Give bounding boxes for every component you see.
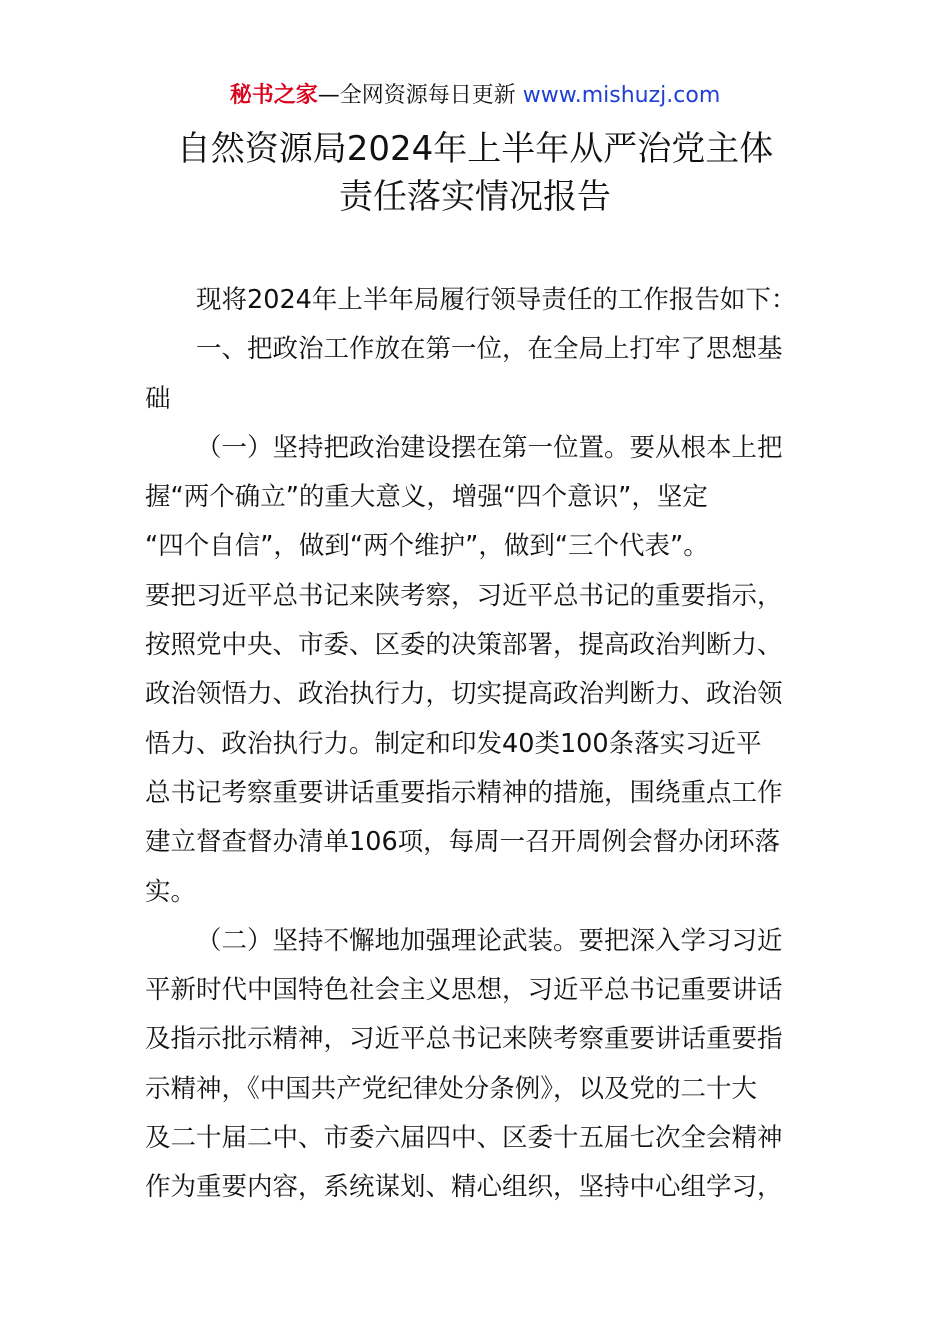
site-tagline: —全网资源每日更新 (317, 83, 523, 108)
document-body (145, 276, 805, 1213)
body-line: 一、把政治工作放在第一位，在全局上打牢了思想基 (196, 334, 783, 365)
body-line: 按照党中央、市委、区委的决策部署，提高政治判断力、 (145, 630, 783, 661)
site-brand: 秘书之家 (229, 83, 318, 108)
body-line: 要把习近平总书记来陕考察，习近平总书记的重要指示， (145, 580, 783, 611)
body-line: 悟力、政治执行力。制定和印发40类100条落实习近平 (145, 728, 762, 759)
body-line: （二）坚持不懈地加强理论武装。要把深入学习习近 (196, 925, 783, 956)
body-line: 及二十届二中、市委六届四中、区委十五届七次全会精神 (145, 1123, 783, 1154)
document-title-line-2: 责任落实情况报告 (339, 177, 611, 217)
body-line: 总书记考察重要讲话重要指示精神的措施，围绕重点工作 (145, 777, 783, 808)
body-line: 现将2024年上半年局履行领导责任的工作报告如下： (196, 285, 797, 315)
body-line: 握“两个确立”的重大意义，增强“四个意识”，坚定 (145, 482, 708, 513)
body-line: 作为重要内容，系统谋划、精心组织，坚持中心组学习， (145, 1172, 783, 1203)
body-line: 及指示批示精神，习近平总书记来陕考察重要讲话重要指 (145, 1024, 783, 1055)
body-line: 实。 (145, 876, 197, 907)
body-line: 建立督查督办清单106项，每周一召开周例会督办闭环落 (145, 827, 781, 858)
site-url-link[interactable]: www.mishuzj.com (522, 83, 721, 108)
document-title-line-1: 自然资源局2024年上半年从严治党主体 (176, 129, 774, 169)
body-line: 示精神，《中国共产党纪律处分条例》，以及党的二十大 (145, 1073, 758, 1104)
body-line: “四个自信”，做到“两个维护”，做到“三个代表”。 (145, 531, 709, 562)
body-line: 础 (145, 383, 171, 414)
body-line: （一）坚持把政治建设摆在第一位置。要从根本上把 (196, 432, 783, 463)
body-line: 平新时代中国特色社会主义思想，习近平总书记重要讲话 (145, 975, 783, 1006)
site-header (0, 80, 950, 112)
body-line: 政治领悟力、政治执行力，切实提高政治判断力、政治领 (145, 679, 783, 710)
